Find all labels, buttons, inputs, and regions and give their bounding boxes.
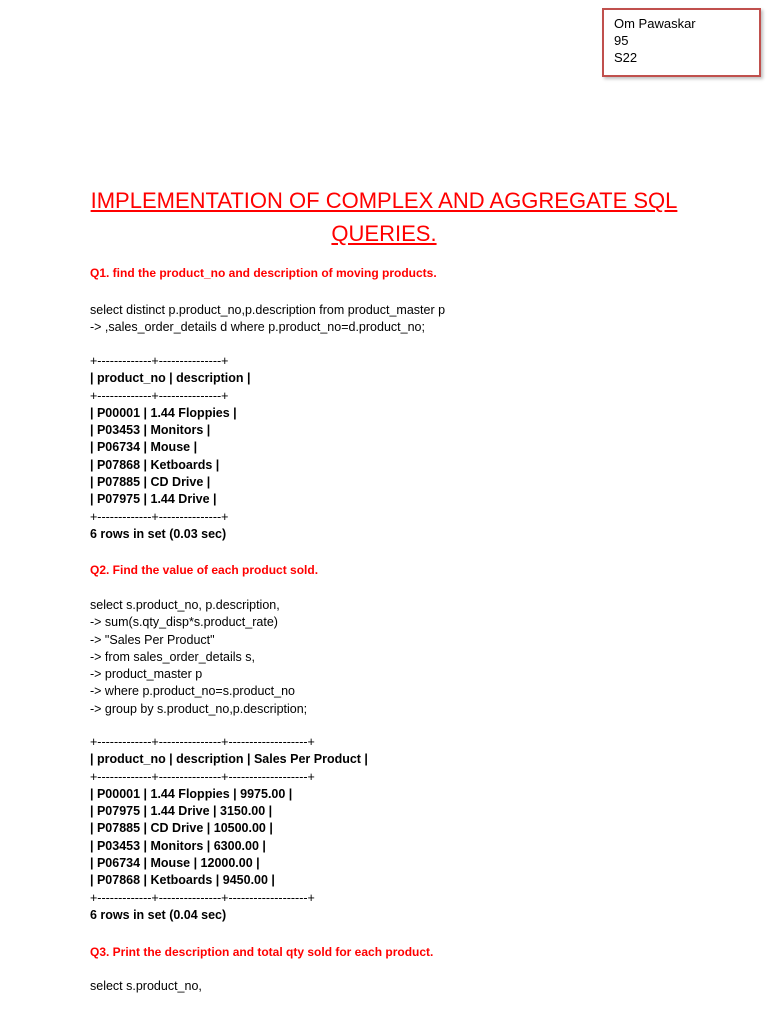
query-line: -> ,sales_order_details d where p.product_no=d.product_no; [90, 320, 425, 335]
question-3: Q3. Print the description and total qty sold for each product. [90, 945, 434, 959]
student-name: Om Pawaskar [614, 16, 696, 31]
query-line: -> product_master p [90, 667, 203, 682]
query-1 [90, 302, 445, 337]
table-row: | P07885 | CD Drive | [90, 475, 211, 490]
table-row: | P06734 | Mouse | 12000.00 | [90, 856, 260, 871]
table-row: | P07975 | 1.44 Drive | 3150.00 | [90, 804, 273, 819]
result-table-1 [90, 353, 251, 543]
question-2: Q2. Find the value of each product sold. [90, 563, 319, 577]
query-line: -> from sales_order_details s, [90, 649, 256, 664]
table-separator: +-------------+---------------+-------------------+ [90, 735, 315, 749]
table-row: | P00001 | 1.44 Floppies | 9975.00 | [90, 786, 293, 801]
result-row-count: 6 rows in set (0.03 sec) [90, 526, 227, 541]
table-separator: +-------------+---------------+ [90, 354, 229, 368]
table-row: | P07975 | 1.44 Drive | [90, 492, 217, 507]
title-line-2: QUERIES. [331, 221, 437, 246]
question-1: Q1. find the product_no and description of moving products. [90, 266, 437, 280]
table-row: | P07885 | CD Drive | 10500.00 | [90, 821, 273, 836]
title-line-1: IMPLEMENTATION OF COMPLEX AND AGGREGATE SQL [90, 188, 678, 213]
table-row: | P03453 | Monitors | 6300.00 | [90, 838, 266, 853]
table-row: | P07868 | Ketboards | 9450.00 | [90, 873, 275, 888]
document-title [0, 184, 768, 250]
table-row: | P06734 | Mouse | [90, 440, 198, 455]
query-2 [90, 597, 307, 718]
query-line: -> where p.product_no=s.product_no [90, 684, 295, 699]
query-line: -> group by s.product_no,p.description; [90, 701, 308, 716]
table-row: | P03453 | Monitors | [90, 423, 211, 438]
query-3 [90, 978, 202, 995]
student-division: S22 [614, 50, 638, 65]
table-separator: +-------------+---------------+ [90, 388, 229, 403]
table-separator: +-------------+---------------+ [90, 509, 229, 524]
table-row: | P07868 | Ketboards | [90, 457, 220, 472]
query-line: select distinct p.product_no,p.description from product_master p [90, 303, 446, 317]
query-line: select s.product_no, p.description, [90, 598, 280, 612]
query-line: select s.product_no, [90, 979, 202, 993]
query-line: -> sum(s.qty_disp*s.product_rate) [90, 615, 278, 630]
student-info-box [602, 8, 761, 77]
table-row: | P00001 | 1.44 Floppies | [90, 405, 237, 420]
result-table-2 [90, 734, 368, 924]
table-separator: +-------------+---------------+-------------------+ [90, 890, 315, 905]
table-separator: +-------------+---------------+-------------------+ [90, 769, 315, 784]
table-header: | product_no | description | [90, 371, 251, 386]
query-line: -> "Sales Per Product" [90, 632, 215, 647]
table-header: | product_no | description | Sales Per Product | [90, 752, 368, 767]
student-roll-number: 95 [614, 33, 629, 48]
result-row-count: 6 rows in set (0.04 sec) [90, 907, 227, 922]
